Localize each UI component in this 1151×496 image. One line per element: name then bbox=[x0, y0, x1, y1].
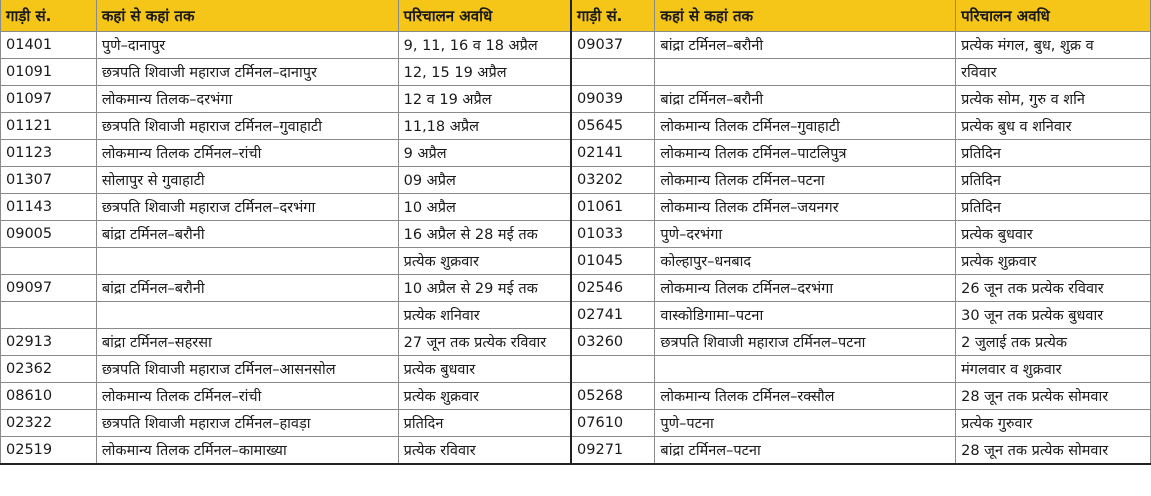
route-cell: पुणे–दरभंगा bbox=[655, 221, 956, 248]
train-no-cell: 02362 bbox=[1, 356, 97, 383]
period-cell: 27 जून तक प्रत्येक रविवार bbox=[398, 329, 571, 356]
train-no-cell bbox=[1, 248, 97, 275]
route-cell: पुणे–दानापुर bbox=[96, 32, 398, 59]
train-no-cell: 01123 bbox=[1, 140, 97, 167]
route-cell: लोकमान्य तिलक टर्मिनल–जयनगर bbox=[655, 194, 956, 221]
train-no-cell: 01033 bbox=[571, 221, 655, 248]
train-no-cell: 02741 bbox=[571, 302, 655, 329]
route-cell: छत्रपति शिवाजी महाराज टर्मिनल–आसनसोल bbox=[96, 356, 398, 383]
route-cell: लोकमान्य तिलक टर्मिनल–गुवाहाटी bbox=[655, 113, 956, 140]
train-no-cell bbox=[1, 302, 97, 329]
train-no-cell: 07610 bbox=[571, 410, 655, 437]
train-no-cell: 03260 bbox=[571, 329, 655, 356]
header-train-no: गाड़ी सं. bbox=[571, 0, 655, 32]
period-cell: प्रत्येक मंगल, बुध, शुक्र व bbox=[956, 32, 1151, 59]
route-cell: लोकमान्य तिलक टर्मिनल–कामाख्या bbox=[96, 437, 398, 465]
route-cell: बांद्रा टर्मिनल–बरौनी bbox=[655, 86, 956, 113]
table-row bbox=[1, 59, 1151, 86]
period-cell: प्रत्येक रविवार bbox=[398, 437, 571, 465]
table-row bbox=[1, 86, 1151, 113]
train-no-cell: 01045 bbox=[571, 248, 655, 275]
header-period: परिचालन अवधि bbox=[398, 0, 571, 32]
route-cell: छत्रपति शिवाजी महाराज टर्मिनल–गुवाहाटी bbox=[96, 113, 398, 140]
period-cell: प्रतिदिन bbox=[956, 140, 1151, 167]
table-row bbox=[1, 383, 1151, 410]
period-cell: 10 अप्रैल bbox=[398, 194, 571, 221]
table-row bbox=[1, 248, 1151, 275]
period-cell: प्रत्येक बुधवार bbox=[398, 356, 571, 383]
train-no-cell: 09005 bbox=[1, 221, 97, 248]
route-cell: छत्रपति शिवाजी महाराज टर्मिनल–दरभंगा bbox=[96, 194, 398, 221]
table-row bbox=[1, 329, 1151, 356]
period-cell: 12 व 19 अप्रैल bbox=[398, 86, 571, 113]
train-no-cell: 02322 bbox=[1, 410, 97, 437]
route-cell: बांद्रा टर्मिनल–बरौनी bbox=[96, 275, 398, 302]
period-cell: प्रत्येक गुरुवार bbox=[956, 410, 1151, 437]
period-cell: 9, 11, 16 व 18 अप्रैल bbox=[398, 32, 571, 59]
route-cell: लोकमान्य तिलक टर्मिनल–रक्सौल bbox=[655, 383, 956, 410]
period-cell: प्रतिदिन bbox=[398, 410, 571, 437]
train-no-cell: 09039 bbox=[571, 86, 655, 113]
train-no-cell bbox=[571, 59, 655, 86]
route-cell bbox=[655, 59, 956, 86]
route-cell: छत्रपति शिवाजी महाराज टर्मिनल–हावड़ा bbox=[96, 410, 398, 437]
period-cell: रविवार bbox=[956, 59, 1151, 86]
train-no-cell: 09037 bbox=[571, 32, 655, 59]
route-cell: बांद्रा टर्मिनल–बरौनी bbox=[655, 32, 956, 59]
period-cell: प्रत्येक बुधवार bbox=[956, 221, 1151, 248]
table-row bbox=[1, 410, 1151, 437]
period-cell: 2 जुलाई तक प्रत्येक bbox=[956, 329, 1151, 356]
period-cell: प्रत्येक शनिवार bbox=[398, 302, 571, 329]
route-cell: वास्कोडिगामा–पटना bbox=[655, 302, 956, 329]
route-cell: लोकमान्य तिलक टर्मिनल–दरभंगा bbox=[655, 275, 956, 302]
table-row bbox=[1, 194, 1151, 221]
period-cell: मंगलवार व शुक्रवार bbox=[956, 356, 1151, 383]
period-cell: 26 जून तक प्रत्येक रविवार bbox=[956, 275, 1151, 302]
route-cell: लोकमान्य तिलक टर्मिनल–पटना bbox=[655, 167, 956, 194]
period-cell: प्रतिदिन bbox=[956, 167, 1151, 194]
header-train-no: गाड़ी सं. bbox=[1, 0, 97, 32]
header-period: परिचालन अवधि bbox=[956, 0, 1151, 32]
route-cell: सोलापुर से गुवाहाटी bbox=[96, 167, 398, 194]
period-cell: 11,18 अप्रैल bbox=[398, 113, 571, 140]
period-cell: 9 अप्रैल bbox=[398, 140, 571, 167]
train-no-cell: 01143 bbox=[1, 194, 97, 221]
train-no-cell: 02519 bbox=[1, 437, 97, 465]
train-no-cell: 05645 bbox=[571, 113, 655, 140]
period-cell: प्रत्येक शुक्रवार bbox=[398, 383, 571, 410]
period-cell: प्रत्येक शुक्रवार bbox=[956, 248, 1151, 275]
header-row bbox=[1, 0, 1151, 32]
period-cell: 28 जून तक प्रत्येक सोमवार bbox=[956, 383, 1151, 410]
route-cell: बांद्रा टर्मिनल–पटना bbox=[655, 437, 956, 465]
route-cell: बांद्रा टर्मिनल–सहरसा bbox=[96, 329, 398, 356]
train-no-cell: 01091 bbox=[1, 59, 97, 86]
table-row bbox=[1, 437, 1151, 465]
train-no-cell: 01121 bbox=[1, 113, 97, 140]
period-cell: प्रत्येक सोम, गुरु व शनि bbox=[956, 86, 1151, 113]
train-no-cell: 01061 bbox=[571, 194, 655, 221]
train-no-cell: 01097 bbox=[1, 86, 97, 113]
route-cell: बांद्रा टर्मिनल–बरौनी bbox=[96, 221, 398, 248]
train-no-cell: 01401 bbox=[1, 32, 97, 59]
route-cell: छत्रपति शिवाजी महाराज टर्मिनल–पटना bbox=[655, 329, 956, 356]
period-cell: प्रत्येक शुक्रवार bbox=[398, 248, 571, 275]
train-no-cell: 08610 bbox=[1, 383, 97, 410]
train-no-cell: 09097 bbox=[1, 275, 97, 302]
header-route: कहां से कहां तक bbox=[96, 0, 398, 32]
train-no-cell: 02546 bbox=[571, 275, 655, 302]
route-cell: पुणे–पटना bbox=[655, 410, 956, 437]
table-row bbox=[1, 113, 1151, 140]
period-cell: प्रत्येक बुध व शनिवार bbox=[956, 113, 1151, 140]
period-cell: 09 अप्रैल bbox=[398, 167, 571, 194]
train-no-cell: 01307 bbox=[1, 167, 97, 194]
period-cell: 16 अप्रैल से 28 मई तक bbox=[398, 221, 571, 248]
route-cell: कोल्हापुर–धनबाद bbox=[655, 248, 956, 275]
route-cell: लोकमान्य तिलक टर्मिनल–पाटलिपुत्र bbox=[655, 140, 956, 167]
table-row bbox=[1, 275, 1151, 302]
period-cell: 30 जून तक प्रत्येक बुधवार bbox=[956, 302, 1151, 329]
route-cell bbox=[96, 302, 398, 329]
period-cell: 10 अप्रैल से 29 मई तक bbox=[398, 275, 571, 302]
table-row bbox=[1, 302, 1151, 329]
train-no-cell: 02141 bbox=[571, 140, 655, 167]
route-cell: लोकमान्य तिलक टर्मिनल–रांची bbox=[96, 140, 398, 167]
table-row bbox=[1, 221, 1151, 248]
route-cell: लोकमान्य तिलक–दरभंगा bbox=[96, 86, 398, 113]
table-row bbox=[1, 356, 1151, 383]
period-cell: 12, 15 19 अप्रैल bbox=[398, 59, 571, 86]
table-row bbox=[1, 140, 1151, 167]
train-no-cell bbox=[571, 356, 655, 383]
route-cell: छत्रपति शिवाजी महाराज टर्मिनल–दानापुर bbox=[96, 59, 398, 86]
train-no-cell: 05268 bbox=[571, 383, 655, 410]
train-no-cell: 03202 bbox=[571, 167, 655, 194]
period-cell: 28 जून तक प्रत्येक सोमवार bbox=[956, 437, 1151, 465]
table-row bbox=[1, 167, 1151, 194]
header-route: कहां से कहां तक bbox=[655, 0, 956, 32]
route-cell bbox=[96, 248, 398, 275]
route-cell bbox=[655, 356, 956, 383]
period-cell: प्रतिदिन bbox=[956, 194, 1151, 221]
table-row bbox=[1, 32, 1151, 59]
route-cell: लोकमान्य तिलक टर्मिनल–रांची bbox=[96, 383, 398, 410]
train-no-cell: 09271 bbox=[571, 437, 655, 465]
train-no-cell: 02913 bbox=[1, 329, 97, 356]
